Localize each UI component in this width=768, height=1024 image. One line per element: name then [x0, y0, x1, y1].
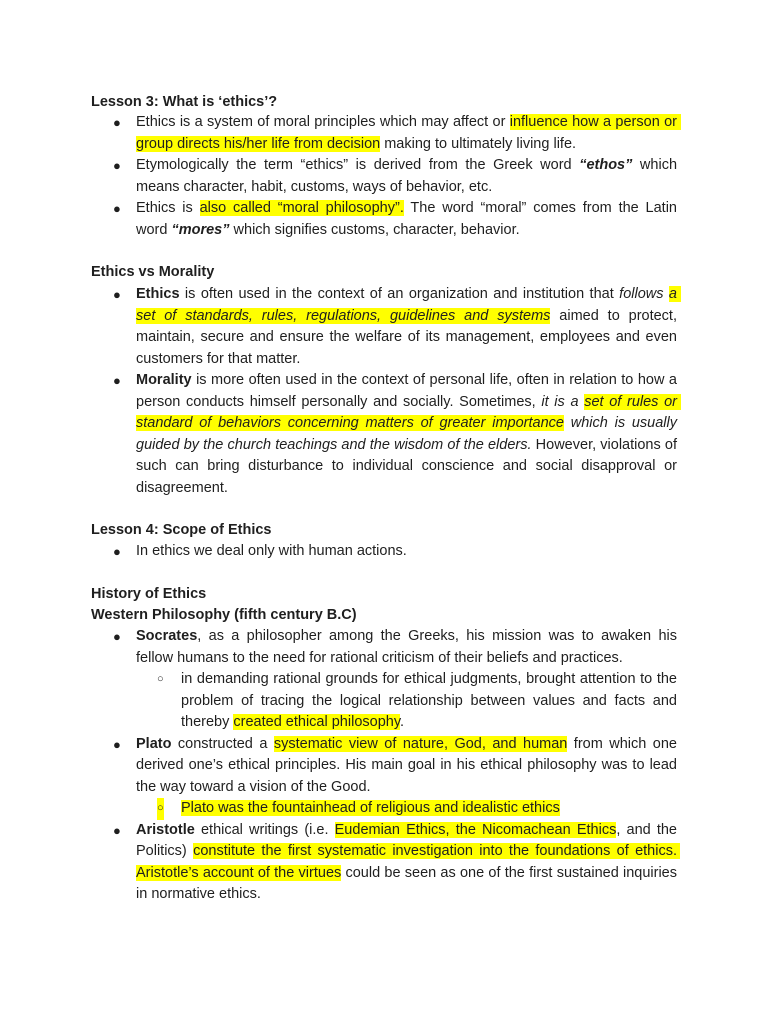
bullet-icon: ● — [113, 201, 121, 216]
bullet-icon: ● — [113, 629, 121, 644]
text-run: Aristotle — [136, 821, 195, 838]
text-run: “mores” — [171, 221, 230, 238]
history-list — [91, 626, 682, 906]
text-run: is often used in the context of an organization and institution that — [179, 286, 620, 302]
western-philosophy-subheading: Western Philosophy (fifth century B.C) — [91, 607, 357, 623]
highlighted-text: influence how a person or group directs his/her life from decision — [136, 114, 682, 152]
lesson3-heading: Lesson 3: What is ‘ethics’? — [91, 94, 278, 110]
ethics-vs-morality-list — [91, 284, 682, 499]
highlighted-text: constitute the first systematic investigation into the foundations of ethics. Aristotle’s account of the virtues — [136, 843, 681, 881]
text-run: which signifies customs, character, behavior. — [229, 221, 520, 238]
text-run: “ethos” — [579, 157, 633, 173]
bullet-icon: ● — [113, 822, 121, 838]
highlighted-text: also called “moral philosophy”. — [199, 200, 404, 216]
highlighted-text: set of rules or standard of behaviors concerning matters of greater importance — [136, 393, 682, 431]
text-run: Ethics is a system of moral principles which may affect or — [136, 114, 510, 130]
text-run: The word “moral” comes from the Latin word — [136, 200, 682, 238]
bullet-icon: ● — [113, 736, 121, 752]
text-run: aimed to protect, maintain, secure and ensure the welfare of its management, employees and even customers for that matter. — [136, 307, 682, 367]
list-item — [113, 626, 682, 669]
list-item — [113, 820, 682, 906]
history-heading: History of Ethics — [91, 586, 207, 602]
text-run: from which one derived one’s ethical principles. His main goal in his ethical philosophy was to lead the way toward a vision of the Good. — [136, 735, 682, 795]
text-run: In ethics we deal only with human actions. — [136, 543, 407, 559]
bullet-icon: ● — [113, 158, 121, 173]
list-item — [157, 798, 677, 820]
highlighted-text: Plato was the fountainhead of religious and idealistic ethics — [181, 800, 560, 816]
list-item — [113, 198, 682, 241]
lesson4-heading: Lesson 4: Scope of Ethics — [91, 522, 272, 538]
text-run: Socrates — [136, 628, 198, 644]
hollow-bullet-icon: ○ — [157, 673, 164, 685]
text-run: it is a — [541, 393, 585, 410]
list-item — [113, 541, 677, 563]
highlighted-text: systematic view of nature, God, and human — [273, 735, 568, 752]
text-run: follows — [619, 286, 669, 302]
list-item — [113, 734, 682, 799]
text-run: Morality — [136, 372, 192, 388]
lesson3-list — [91, 112, 682, 241]
bullet-icon: ● — [113, 115, 121, 130]
bullet-icon: ● — [113, 544, 121, 559]
list-item — [113, 112, 682, 155]
text-run: ethical writings (i.e. — [194, 821, 335, 838]
text-run: However, violations of such can bring disturbance to individual conscience and social disapproval or disagreement. — [136, 436, 682, 496]
text-run: which is usually guided by the church teachings and the wisdom of the elders. — [136, 415, 682, 453]
hollow-bullet-icon: ○ — [157, 798, 164, 820]
highlighted-text: created ethical philosophy — [233, 714, 400, 730]
text-run: Etymologically the term “ethics” is derived from the Greek word — [136, 157, 580, 173]
text-run: constructed a — [171, 735, 274, 752]
text-run: , and the Politics) — [136, 821, 682, 859]
text-run: in demanding rational grounds for ethical judgments, brought attention to the problem of tracing the logical relationship between values and facts and thereby — [181, 671, 682, 730]
bullet-icon: ● — [113, 373, 121, 388]
list-item — [157, 669, 682, 734]
bullet-icon: ● — [113, 287, 121, 302]
text-run: making to ultimately living life. — [380, 135, 577, 152]
text-run: , as a philosopher among the Greeks, his mission was to awaken his fellow humans to the need for rational criticism of their beliefs and practices. — [136, 628, 682, 666]
text-run: Ethics is — [136, 200, 200, 216]
text-run: Plato — [136, 735, 172, 752]
lesson4-list — [91, 541, 677, 563]
list-item — [113, 370, 682, 499]
text-run: could be seen as one of the first sustained inquiries in normative ethics. — [136, 864, 682, 902]
text-run: Ethics — [136, 286, 180, 302]
list-item — [113, 155, 682, 198]
list-item — [113, 284, 682, 370]
text-run: . — [400, 714, 405, 730]
highlighted-text: Eudemian Ethics, the Nicomachean Ethics — [334, 821, 617, 838]
ethics-vs-morality-heading: Ethics vs Morality — [91, 264, 215, 280]
text-run: is more often used in the context of personal life, often in relation to how a person conducts himself personally and socially. Sometimes, — [136, 372, 682, 410]
highlighted-text: a set of standards, rules, regulations, guidelines and systems — [136, 286, 682, 324]
text-run: which means character, habit, customs, ways of behavior, etc. — [136, 157, 682, 195]
